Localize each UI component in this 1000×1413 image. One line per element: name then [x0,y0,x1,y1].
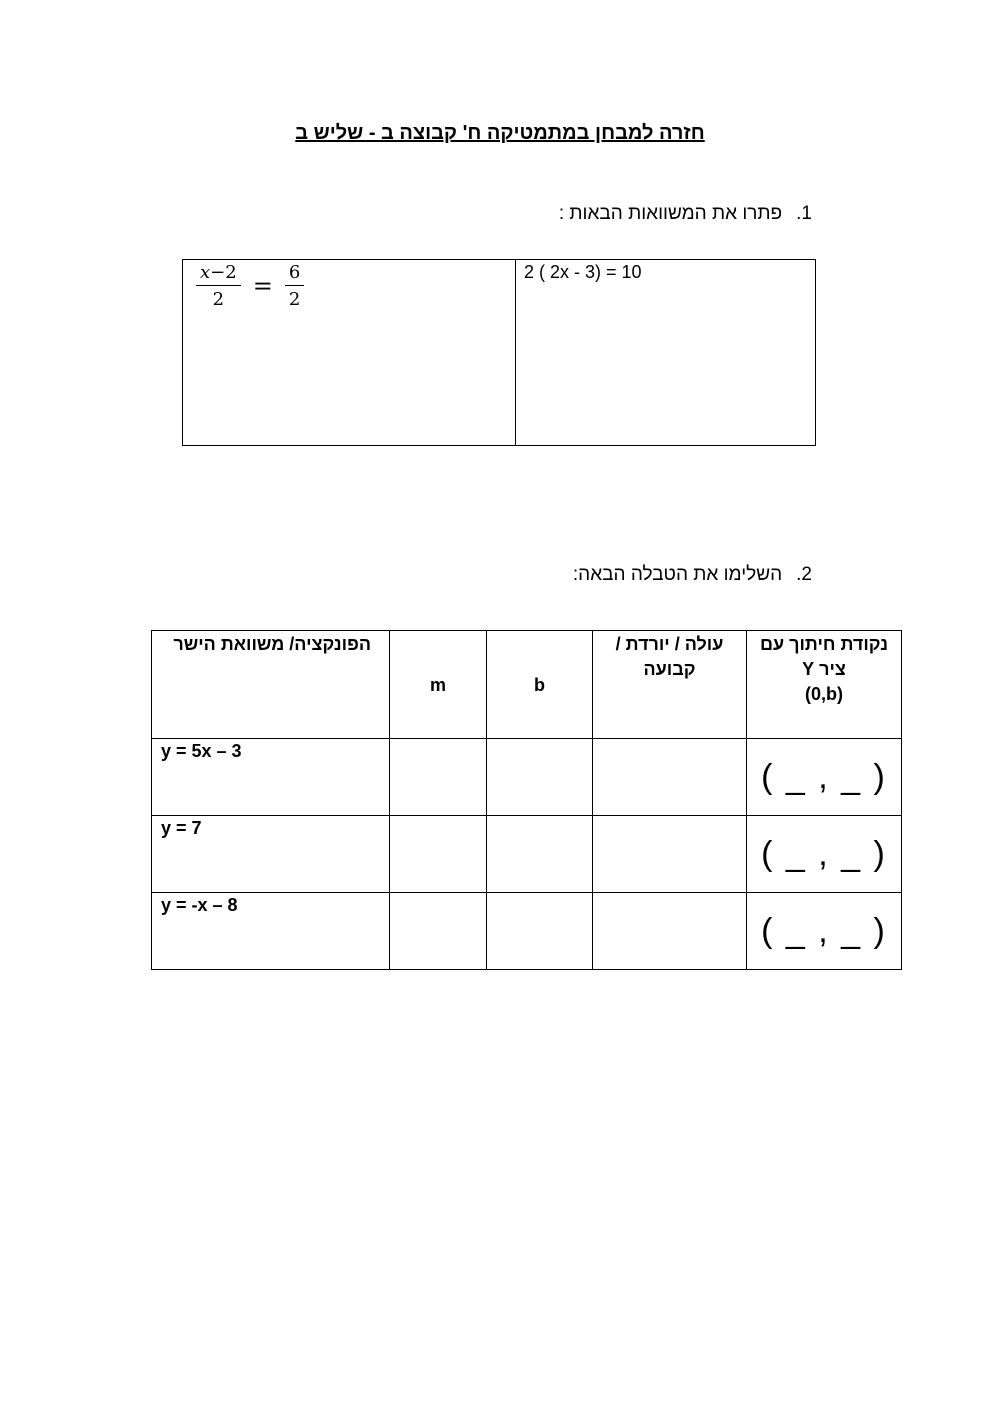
equation-rhs-fraction [285,262,304,310]
question-2-text: השלימו את הטבלה הבאה: [572,564,783,585]
question-1-text: פתרו את המשוואות הבאות : [558,203,783,224]
header-intersection-line1: נקודת חיתוך עם [760,634,888,654]
intersection-answer-cell[interactable]: ( _ , _ ) [747,816,902,893]
equation-cell-right[interactable] [516,260,815,445]
lhs-numerator [196,262,241,286]
header-m-label: m [429,675,446,695]
header-function-label: הפונקציה/ משוואת הישר [173,634,371,654]
header-intersection-line2: ציר Y [802,659,846,679]
header-direction [593,631,747,739]
header-m [390,631,487,739]
header-intersection [747,631,902,739]
lhs-variable: x [200,262,211,283]
rhs-numerator: 6 [285,262,304,286]
m-answer-cell[interactable] [390,739,487,816]
equation-linear: 2 ( 2x - 3) = 10 [524,262,642,282]
direction-answer-cell[interactable] [593,739,747,816]
question-1-number: 1. [796,203,812,224]
lhs-denominator: 2 [212,289,225,310]
b-answer-cell[interactable] [487,816,593,893]
intersection-answer-cell[interactable]: ( _ , _ ) [747,893,902,970]
equation-fraction [196,262,304,310]
header-b [487,631,593,739]
header-direction-line1: עולה / יורדת / [615,634,724,654]
m-answer-cell[interactable] [390,893,487,970]
direction-answer-cell[interactable] [593,816,747,893]
table-row [152,816,902,893]
header-function [152,631,390,739]
table-header-row [152,631,902,739]
table-row [152,893,902,970]
table-row [152,739,902,816]
question-2 [573,564,812,586]
lhs-numerator-rest: −2 [210,262,237,283]
direction-answer-cell[interactable] [593,893,747,970]
question-2-number: 2. [796,564,812,585]
header-direction-line2: קבועה [643,659,696,679]
question-1 [559,203,812,225]
rhs-denominator: 2 [288,289,301,310]
b-answer-cell[interactable] [487,893,593,970]
equation-lhs-fraction [196,262,241,310]
b-answer-cell[interactable] [487,739,593,816]
functions-table [151,630,902,970]
page-title: חזרה למבחן במתמטיקה ח' קבוצה ב - שליש ב [295,122,705,144]
m-answer-cell[interactable] [390,816,487,893]
function-cell: y = 7 [152,816,390,893]
equals-sign: = [252,272,273,300]
function-cell: y = -x – 8 [152,893,390,970]
intersection-answer-cell[interactable]: ( _ , _ ) [747,739,902,816]
function-cell: y = 5x – 3 [152,739,390,816]
header-b-label: b [534,675,545,695]
header-intersection-line3: (0,b) [805,684,843,704]
